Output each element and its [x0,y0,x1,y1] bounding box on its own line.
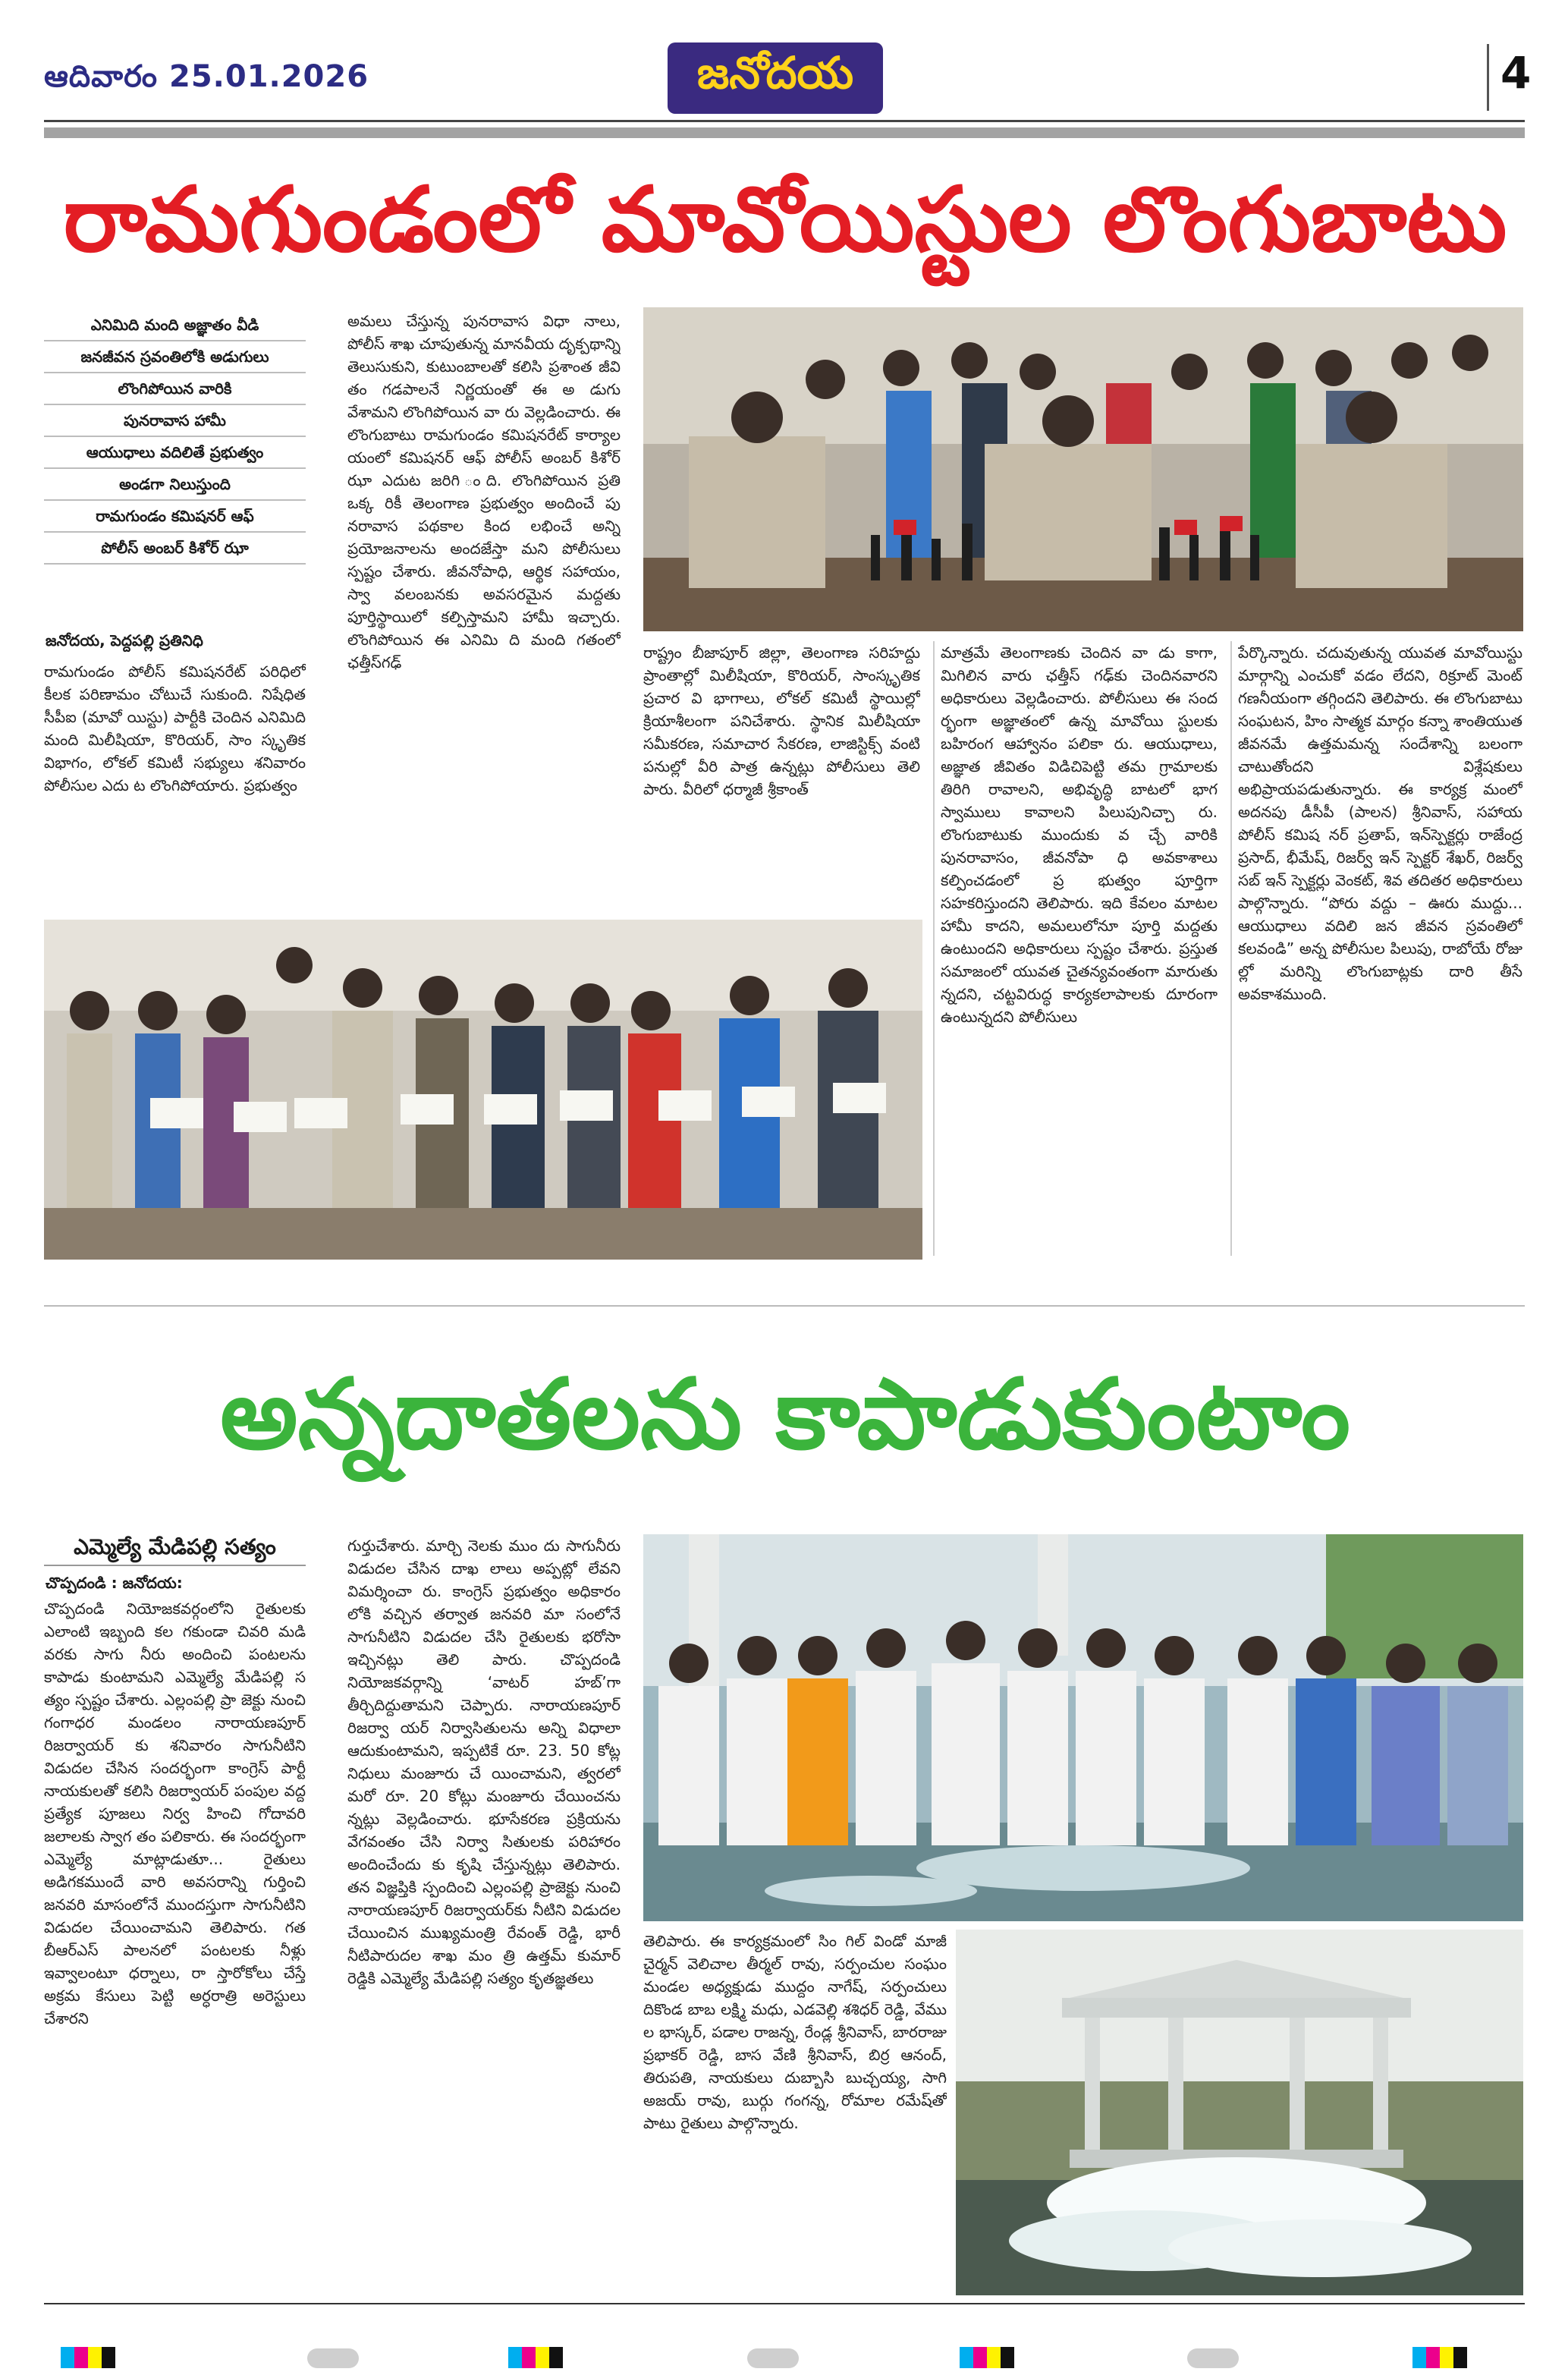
story2-column-3 [643,1930,947,2295]
registration-pill [747,2348,799,2368]
story1-column-4 [941,641,1218,1256]
deck-underline [44,1565,306,1566]
story1-deck [44,310,306,565]
story2-byline: చొప్పదండి : జనోదయ: [46,1574,183,1592]
deck-line: లొంగిపోయిన వారికి [44,373,306,405]
masthead-rule [44,120,1525,122]
color-registration-mark [508,2347,563,2368]
deck-line: అండగా నిలుస్తుంది [44,469,306,501]
story2-headline: అన్నదాతలను కాపాడుకుంటాం [220,1358,1350,1471]
registration-pill [1187,2348,1239,2368]
masthead-band [44,127,1525,138]
newspaper-logo [668,42,883,114]
canal-water-gush-photo [956,1930,1523,2295]
paragraph: మాత్రమే తెలంగాణకు చెందిన వా డు కాగా, మిగిలిన వారు ఛత్తీస్ గఢ్‌కు చెందినవారని అధికారులు వెల్లడించారు. పోలీసులు ఈ సంద ర్భంగా అజ్ఞాతంలో ఉన్న మావోయి స్టులకు బహిరంగ ఆహ్వానం పలికా రు. ఆయుధాలు, అజ్ఞాత జీవితం విడిచిపెట్టి తమ గ్రామాలకు తిరిగి రావాలని, అభివృద్ధి బాటలో భాగ స్వాములు కావాలని పిలుపునిచ్చా రు. లొంగుబాటుకు ముందుకు వ చ్చే వారికి పునరావాసం, జీవనోపా ధి అవకాశాలు కల్పించడంలో ప్ర భుత్వం పూర్తిగా సహకరిస్తుందని తెలిపారు. ఇది కేవలం మాటల హామీ కాదని, అమలులోనూ పూర్తి మద్దతు ఉంటుందని అధికారులు స్పష్టం చేశారు. ప్రస్తుత సమాజంలో యువత చైతన్యవంతంగా మారుతు న్నదని, చట్టవిరుద్ధ కార్యకలాపాలకు దూరంగా ఉంటున్నదని పోలీసులు [941,643,1218,1026]
story1-column-1 [44,660,306,911]
story2-column-1 [44,1597,306,2295]
page-number: 4 [1500,47,1532,99]
deck-line: ఎనిమిది మంది అజ్ఞాతం వీడి [44,310,306,341]
deck-line: పోలీస్ అంబర్ కిశోర్ ఝా [44,533,306,565]
story1-headline: రామగుండంలో మావోయిస్టుల లొంగుబాటు [63,167,1507,272]
deck-line: జనజీవన స్రవంతిలోకి అడుగులు [44,341,306,373]
surrender-group-photo [44,920,922,1260]
paragraph: గుర్తుచేశారు. మార్చి నెలకు ముం దు సాగునీరు విడుదల చేసిన దాఖ లాలు అప్పట్లో లేవని విమర్శించా రు. కాంగ్రెస్ ప్రభుత్వం అధికారం లోకి వచ్చిన తర్వాత జనవరి మా సంలోనే సాగునీటిని విడుదల చేసి రైతులకు భరోసా ఇచ్చినట్లు తెలి పారు. చొప్పదండి నియోజకవర్గాన్ని ‘వాటర్ హబ్’గా తీర్చిదిద్దుతామని చెప్పారు. నారాయణపూర్ రిజర్వా యర్ నిర్వాసితులను అన్ని విధాలా ఆదుకుంటామని, ఇప్పటికే రూ. 23. 50 కోట్ల నిధులు మంజూరు చే యించామని, త్వరలో మరో రూ. 20 కోట్లు మంజూరు చేయించను న్నట్లు వెల్లడించారు. భూసేకరణ ప్రక్రియను వేగవంతం చేసి నిర్వా సితులకు పరిహారం అందించేందు కు కృషి చేస్తున్నట్లు తెలిపారు. తన విజ్ఞప్తికి స్పందించి ఎల్లంపల్లి ప్రాజెక్టు నుంచి నారాయణపూర్ రిజర్వాయర్‌కు నీటిని విడుదల చేయించిన ముఖ్యమంత్రి రేవంత్ రెడ్డి, భారీ నీటిపారుదల శాఖ మం త్రి ఉత్తమ్ కుమార్ రెడ్డికి ఎమ్మెల్యే మేడిపల్లి సత్యం కృతజ్ఞతలు [347,1537,621,1987]
deck-line: పునరావాస హామీ [44,405,306,437]
column-divider [1230,641,1232,1256]
section-divider [44,1305,1525,1307]
paragraph: పేర్కొన్నారు. చదువుతున్న యువత మావోయిస్టు మార్గాన్ని ఎంచుకో వడం లేదని, రిక్రూట్ మెంట్ గణనీయంగా తగ్గిందని తెలిపారు. ఈ లొంగుబాటు సంఘటన, హిం సాత్మక మార్గం కన్నా శాంతియుత జీవనమే ఉత్తమమన్న సందేశాన్ని బలంగా చాటుతోందని విశ్లేషకులు అభిప్రాయపడుతున్నారు. ఈ కార్యక్ర మంలో అదనపు డీసీపీ (పాలన) శ్రీనివాస్, సహాయ పోలీస్ కమిష నర్ ప్రతాప్, ఇన్‌స్పెక్టర్లు రాజేంద్ర ప్రసాద్, భీమేష్, రిజర్వ్ ఇన్ స్పెక్టర్ శేఖర్, రిజర్వ్ సబ్ ఇన్ స్పెక్టర్లు వెంకట్, శివ తదితర అధికారులు పాల్గొన్నారు. “పోరు వద్దు – ఊరు ముద్దు... ఆయుధాలు వదిలి జన జీవన స్రవంతిలో కలవండి” అన్న పోలీసుల పిలుపు, రాబోయే రోజు ల్లో మరిన్ని లొంగుబాట్లకు దారి తీసే అవకాశముంది. [1238,643,1522,1003]
registration-pill [307,2348,359,2368]
paragraph: రామగుండం పోలీస్ కమిషనరేట్ పరిధిలో కీలక పరిణామం చోటుచే సుకుంది. నిషేధిత సీపీఐ (మావో యిస్టు) పార్టీకి చెందిన ఎనిమిది మంది మిలీషియా, కొరియర్, సాం స్కృతిక విభాగం, లోకల్ కమిటీ సభ్యులు శనివారం పోలీసుల ఎదు ట లొంగిపోయారు. ప్రభుత్వం [44,662,306,794]
story1-column-5 [1238,641,1522,1256]
paragraph: రాష్ట్రం బీజాపూర్ జిల్లా, తెలంగాణ సరిహద్దు ప్రాంతాల్లో మిలీషియా, కొరియర్, సాంస్కృతిక ప్రచార వి భాగాలు, లోకల్ కమిటీ స్థాయిల్లో క్రియాశీలంగా పనిచేశారు. స్థానిక మిలీషియా సమీకరణ, సమాచార సేకరణ, లాజిస్టిక్స్ వంటి పనుల్లో వీరి పాత్ర ఉన్నట్లు పోలీసులు తెలి పారు. వీరిలో ధర్మాజీ శ్రీకాంత్ [643,643,920,798]
story1-byline: జనోదయ, పెద్దపల్లి ప్రతినిధి [46,631,203,650]
water-release-celebration-photo [643,1534,1523,1921]
press-conference-photo [643,307,1523,631]
story2-deck: ఎమ్మెల్యే మేడిపల్లి సత్యం [74,1534,276,1559]
color-registration-mark [1412,2347,1467,2368]
story2-column-2 [347,1534,621,2295]
paragraph: చొప్పదండి నియోజకవర్గంలోని రైతులకు ఎలాంటి ఇబ్బంది కల గకుండా చివరి మడి వరకు సాగు నీరు అందించి పంటలను కాపాడు కుంటామని ఎమ్మెల్యే మేడిపల్లి స త్యం స్పష్టం చేశారు. ఎల్లంపల్లి ప్రా జెక్టు నుంచి గంగాధర మండలం నారాయణపూర్ రిజర్వాయర్ కు శనివారం సాగునీటిని విడుదల చేసిన సందర్భంగా కాంగ్రెస్ పార్టీ నాయకులతో కలిసి రిజర్వాయర్ పంపుల వద్ద ప్రత్యేక పూజలు నిర్వ హించి గోదావరి జలాలకు స్వాగ తం పలికారు. ఈ సందర్భంగా ఎమ్మెల్యే మాట్లాడుతూ... రైతులు అడిగకముందే వారి అవసరాన్ని గుర్తించి జనవరి మాసంలోనే ముందస్తుగా సాగునీటిని విడుదల చేయించామని తెలిపారు. గత బీఆర్ఎస్ పాలనలో పంటలకు నీళ్లు ఇవ్వాలంటూ ధర్నాలు, రా స్తారోకోలు చేస్తే అక్రమ కేసులు పెట్టి అర్ధరాత్రి అరెస్టులు చేశారని [44,1600,306,2027]
color-registration-mark [960,2347,1014,2368]
paragraph: తెలిపారు. ఈ కార్యక్రమంలో సిం గిల్ విండో మాజీ చైర్మన్ వెలిచాల తీర్మల్ రావు, సర్పంచుల సంఘం మండల అధ్యక్షుడు ముద్దం నాగేష్, సర్పంచులు దికొండ బాబ లక్ష్మి మధు, ఎడవెల్లి శశిధర్ రెడ్డి, వేము ల భాస్కర్, పడాల రాజన్న, రేండ్ల శ్రీనివాస్, బారరాజు ప్రభాకర్ రెడ్డి, బాస వేణి శ్రీనివాస్, బిర్ర ఆనంద్, తిరుపతి, నాయకులు దుబ్బాసి బుచ్చయ్య, సాగి అజయ్ రావు, బుర్గు గంగన్న, రోమాల రమేష్‌తో పాటు రైతులు పాల్గొన్నారు. [643,1932,947,2132]
paragraph: అమలు చేస్తున్న పునరావాస విధా నాలు, పోలీస్ శాఖ చూపుతున్న మానవీయ దృక్పథాన్ని తెలుసుకుని, కుటుంబాలతో కలిసి ప్రశాంత జీవి తం గడపాలనే నిర్ణయంతో ఈ అ డుగు వేశామని లొంగిపోయిన వా రు వెల్లడించారు. ఈ లొంగుబాటు రామగుండం కమిషనరేట్ కార్యాల యంలో కమిషనర్ ఆఫ్ పోలీస్ అంబర్ కిశోర్ ఝా ఎదుట జరిగి ంది. లొంగిపోయిన ప్రతి ఒక్క రికీ తెలంగాణ ప్రభుత్వం అందించే పు నరావాస పథకాల కింద లభించే అన్ని ప్రయోజనాలను అందజేస్తా మని పోలీసులు స్పష్టం చేశారు. జీవనోపాధి, ఆర్థిక సహాయం, స్వా వలంబనకు అవసరమైన మద్దతు పూర్తిస్థాయిలో కల్పిస్తామని హామీ ఇచ్చారు. లొంగిపోయిన ఈ ఎనిమి ది మంది గతంలో ఛత్తీస్‌గఢ్ [347,312,621,672]
column-divider [933,641,935,1256]
deck-line: రామగుండం కమిషనర్ ఆఫ్ [44,501,306,533]
story1-column-2 [347,310,621,909]
color-registration-mark [61,2347,115,2368]
page-number-divider [1487,44,1489,111]
logo-text: జనోదయ [696,46,854,99]
footer-rule [44,2303,1525,2304]
edition-date: ఆదివారం 25.01.2026 [44,59,369,94]
deck-line: ఆయుధాలు వదిలితే ప్రభుత్వం [44,437,306,469]
story1-column-3 [643,641,920,911]
